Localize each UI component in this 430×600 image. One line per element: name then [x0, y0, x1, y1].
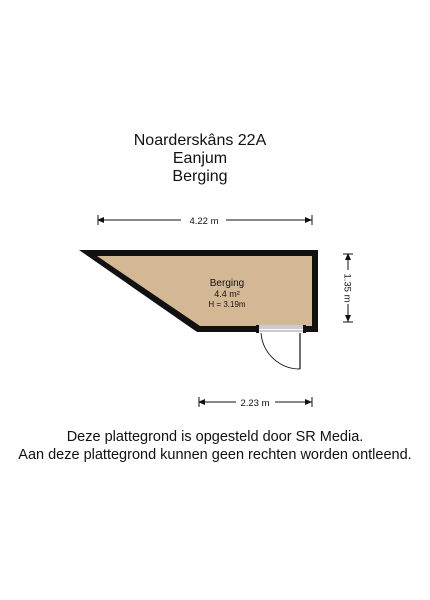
top-dimension-label: 4.22 m: [189, 216, 219, 227]
door-swing-arc: [261, 333, 300, 369]
room-type-title: Berging: [172, 168, 228, 185]
disclaimer-line-2: Aan deze plattegrond kunnen geen rechten worden ontleend.: [18, 447, 412, 463]
room-floor: [97, 256, 312, 326]
disclaimer: [0, 428, 430, 464]
room-name-label: Berging: [209, 278, 245, 289]
top-dimension: [98, 215, 312, 227]
room-height-label: H = 3.19m: [208, 300, 246, 309]
city-title: Eanjum: [172, 150, 228, 167]
disclaimer-line-1: Deze plattegrond is opgesteld door SR Media.: [66, 429, 364, 445]
room-area-label: 4.4 m²: [214, 289, 240, 299]
bottom-dimension-label: 2.23 m: [240, 398, 270, 409]
right-dimension: [342, 254, 354, 322]
door: [256, 325, 306, 369]
bottom-dimension: [199, 397, 312, 409]
address-title: Noarderskâns 22A: [133, 132, 267, 149]
right-dimension-label: 1.35 m: [341, 273, 353, 303]
